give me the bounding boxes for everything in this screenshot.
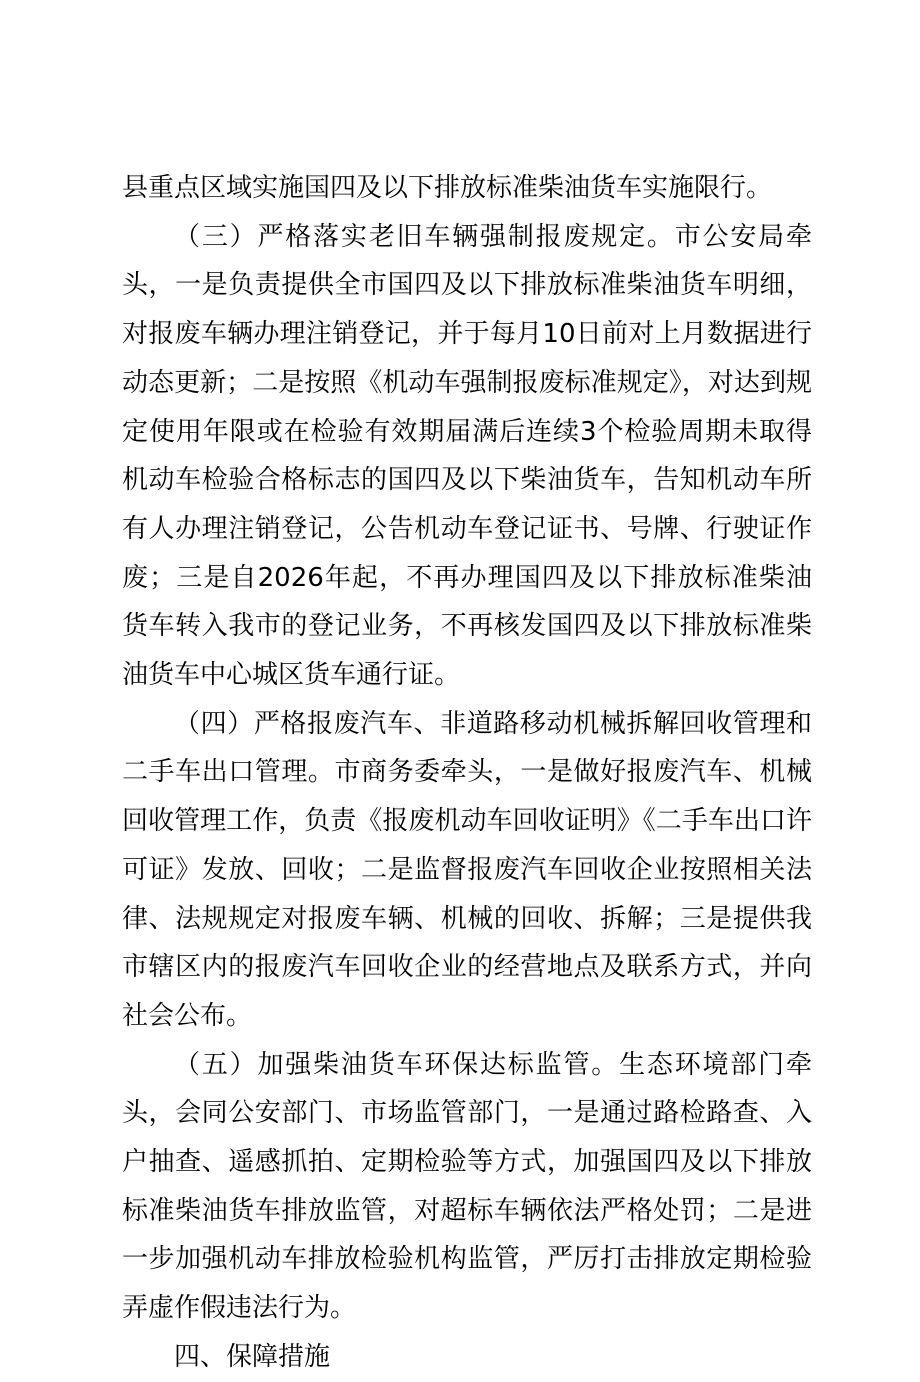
paragraph-item-five: （五）加强柴油货车环保达标监管。生态环境部门牵头，会同公安部门、市场监管部门，一是通过路检路查、入户抽查、遥感抓拍、定期检验等方式，加强国四及以下排放标准柴油货车排放监管，对超标车辆依法严格处罚；二是进一步加强机动车排放检验机构监管，严厉打击排放定期检验弄虚作假违法行为。	[122, 1049, 812, 1324]
document-body	[122, 164, 812, 1382]
paragraph-continuation: 县重点区域实施国四及以下排放标准柴油货车实施限行。	[122, 173, 773, 203]
paragraph-item-three: （三）严格落实老旧车辆强制报废规定。市公安局牵头，一是负责提供全市国四及以下排放标准柴油货车明细，对报废车辆办理注销登记，并于每月10日前对上月数据进行动态更新；二是按照《机动车强制报废标准规定》，对达到规定使用年限或在检验有效期届满后连续3个检验周期未取得机动车检验合格标志的国四及以下柴油货车，告知机动车所有人办理注销登记，公告机动车登记证书、号牌、行驶证作废；三是自2026年起，不再办理国四及以下排放标准柴油货车转入我市的登记业务，不再核发国四及以下排放标准柴油货车中心城区货车通行证。	[122, 221, 812, 691]
section-heading: 四、保障措施	[174, 1341, 331, 1372]
paragraph-item-four: （四）严格报废汽车、非道路移动机械拆解回收管理和二手车出口管理。市商务委牵头，一是做好报废汽车、机械回收管理工作，负责《报废机动车回收证明》《二手车出口许可证》发放、回收；二是监督报废汽车回收企业按照相关法律、法规规定对报废车辆、机械的回收、拆解；三是提供我市辖区内的报废汽车回收企业的经营地点及联系方式，并向社会公布。	[122, 708, 812, 1031]
